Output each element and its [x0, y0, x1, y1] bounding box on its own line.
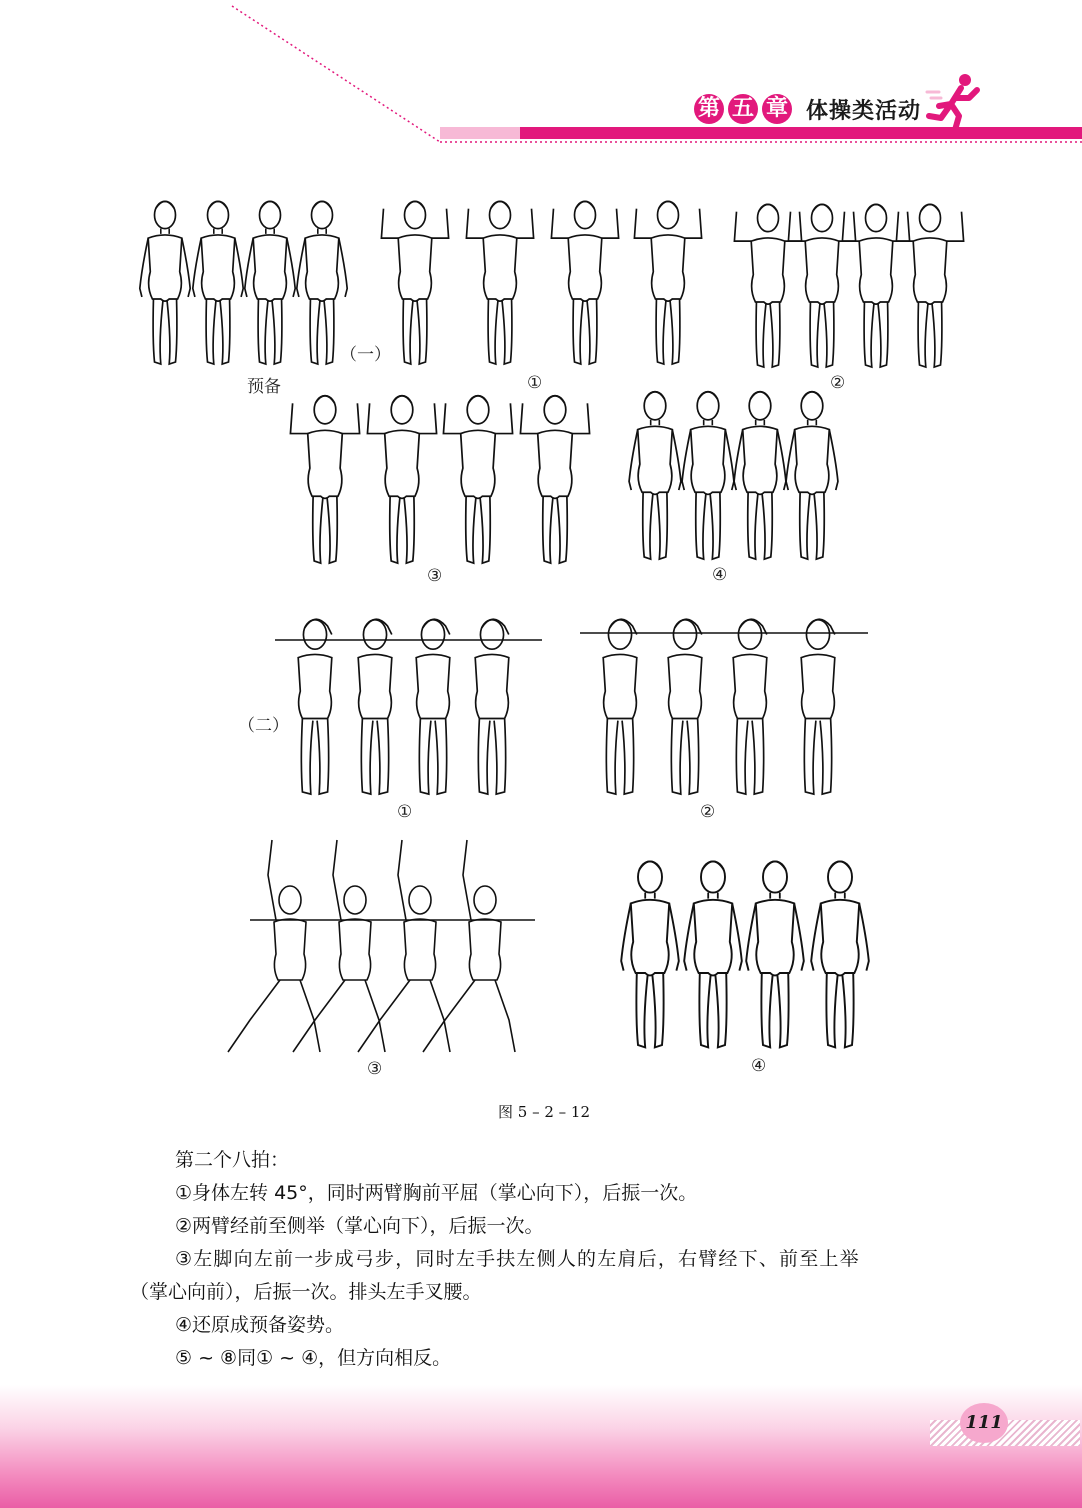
body-line-3: ③左脚向左前一步成弓步，同时左手扶左侧人的左肩后，右臂经下、前至上举: [175, 1248, 860, 1270]
group2-label: （二）: [238, 716, 289, 736]
figure-g2-step4-group: [605, 845, 895, 1055]
dancer-figure: [443, 396, 512, 563]
dancer-figure: [684, 861, 742, 1047]
dancer-figure: [520, 396, 589, 563]
dancer-figure: [193, 201, 243, 364]
dancer-figure: [634, 201, 701, 364]
dancer-figure: [682, 392, 734, 559]
figure-prep-group: [120, 190, 370, 370]
dancer-figure: [298, 619, 332, 794]
dancer-figure: [621, 861, 679, 1047]
chapter-badge-1: 第: [694, 94, 724, 124]
dancer-figure: [811, 861, 869, 1047]
dancer-figure: [551, 201, 618, 364]
dancer-figure: [734, 392, 786, 559]
figure-g1-step3-group: [280, 385, 610, 570]
dancer-figure: [475, 619, 509, 794]
dancer-figure: [734, 204, 801, 367]
dancer-figure: [786, 392, 838, 559]
dancer-figure: [788, 204, 855, 367]
figure-g2-step1-group: [270, 585, 550, 800]
header-decoration: [0, 0, 1082, 160]
chapter-title: 体操类活动: [806, 99, 922, 124]
figure-g1-step2-group: [730, 190, 970, 370]
dancer-figure: [629, 392, 681, 559]
g2-step4-label: ④: [751, 1056, 767, 1076]
g1-step2-label: ②: [830, 373, 846, 393]
dancer-figure: [228, 840, 320, 1052]
runner-icon: [925, 72, 987, 132]
body-line-1: ①身体左转 45°，同时两臂胸前平屈（掌心向下），后振一次。: [175, 1182, 698, 1204]
dancer-figure: [416, 619, 450, 794]
dancer-figure: [733, 619, 767, 794]
prep-label: 预备: [247, 377, 281, 397]
dancer-figure: [293, 840, 385, 1052]
body-line-2: ②两臂经前至侧举（掌心向下），后振一次。: [175, 1215, 544, 1237]
dancer-figure: [466, 201, 533, 364]
dancer-figure: [423, 840, 515, 1052]
body-line-4: （掌心向前），后振一次。排头左手叉腰。: [130, 1281, 482, 1303]
group1-label: （一）: [340, 345, 391, 365]
dancer-figure: [668, 619, 702, 794]
chapter-badge-3: 章: [762, 94, 792, 124]
dancer-figure: [746, 861, 804, 1047]
g1-step1-label: ①: [527, 373, 543, 393]
dancer-figure: [381, 201, 448, 364]
dancer-figure: [358, 619, 392, 794]
dancer-figure: [603, 619, 637, 794]
page-footer-band: [0, 1385, 1082, 1508]
dancer-figure: [358, 840, 450, 1052]
figure-g1-step1-group: [370, 190, 710, 370]
dancer-figure: [842, 204, 909, 367]
dancer-figure: [367, 396, 436, 563]
body-line-5: ④还原成预备姿势。: [175, 1314, 345, 1336]
dancer-figure: [140, 201, 190, 364]
g2-step2-label: ②: [700, 802, 716, 822]
g1-step3-label: ③: [427, 566, 443, 586]
g2-step1-label: ①: [397, 802, 413, 822]
figure-caption: 图 5 – 2 – 12: [498, 1103, 591, 1121]
figure-g2-step3-group: [215, 825, 545, 1060]
g2-step3-label: ③: [367, 1059, 383, 1079]
dancer-figure: [245, 201, 295, 364]
body-heading: 第二个八拍：: [175, 1149, 290, 1171]
g1-step4-label: ④: [712, 565, 728, 585]
dancer-figure: [896, 204, 963, 367]
page-number: 111: [960, 1403, 1008, 1443]
dancer-figure: [801, 619, 835, 794]
dancer-figure: [290, 396, 359, 563]
chapter-badge-2: 五: [728, 94, 758, 124]
body-line-6: ⑤ ~ ⑧同① ~ ④，但方向相反。: [175, 1347, 452, 1369]
figure-g2-step2-group: [560, 585, 880, 800]
figure-g1-step4-group: [610, 385, 860, 570]
